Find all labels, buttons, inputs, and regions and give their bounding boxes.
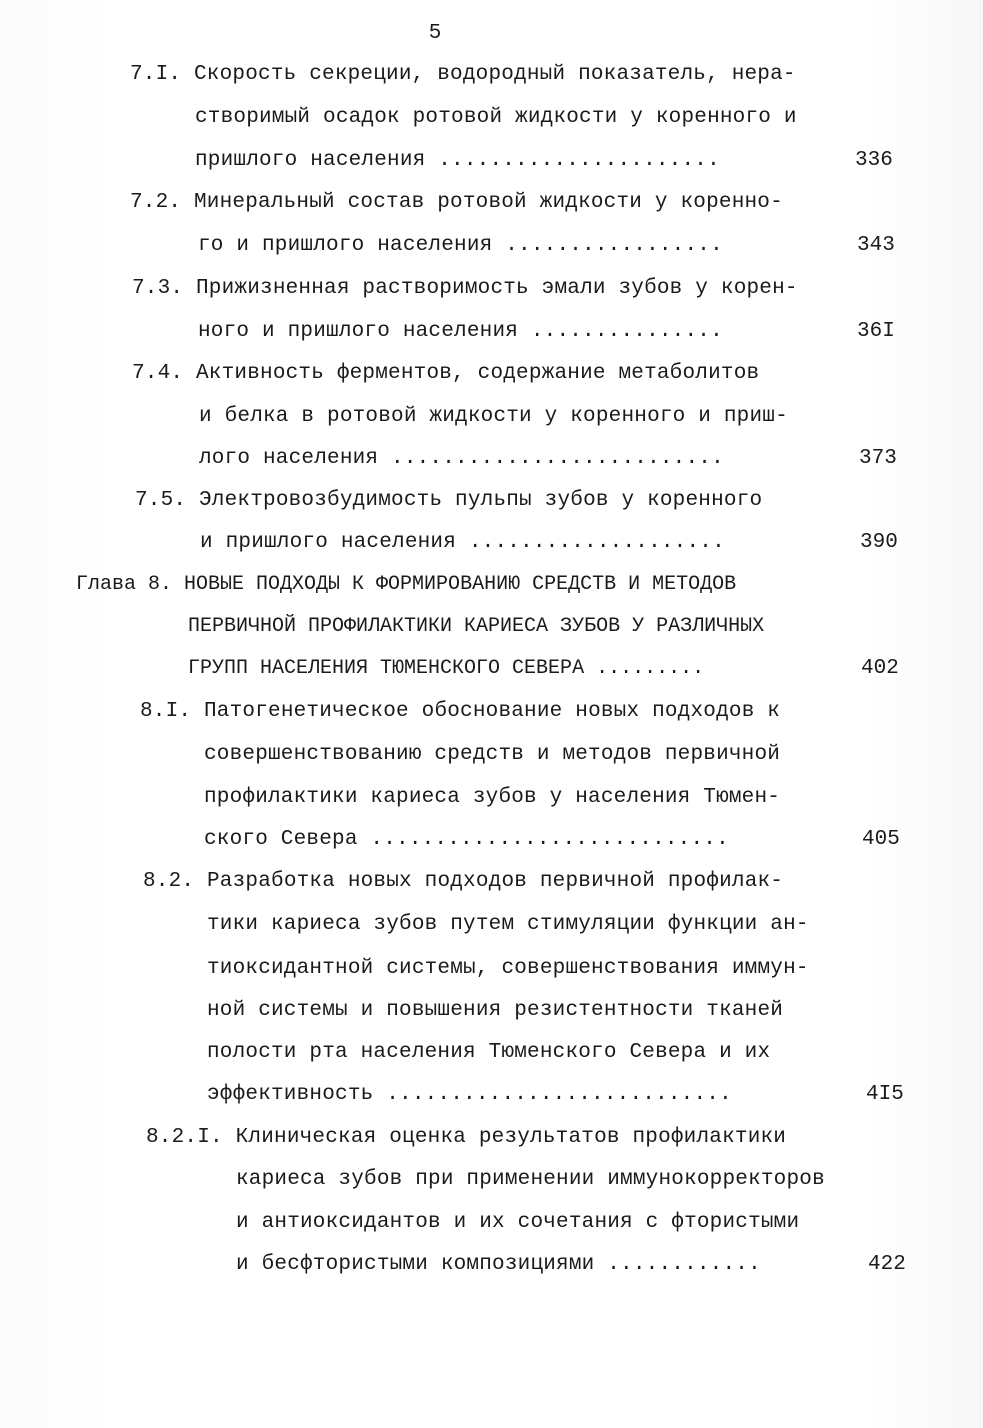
toc-line: и пришлого населения ....................: [200, 531, 725, 554]
toc-line: 7.I. Скорость секреции, водородный показатель, нера-: [130, 63, 796, 86]
toc-line: эффективность ...........................: [207, 1083, 732, 1106]
toc-page-number: 36I: [857, 320, 895, 343]
toc-line: и белка в ротовой жидкости у коренного и приш-: [199, 405, 788, 428]
toc-page-number: 422: [868, 1253, 906, 1276]
toc-line: 7.3. Прижизненная растворимость эмали зубов у корен-: [132, 277, 798, 300]
toc-line: 8.2.I. Клиническая оценка результатов профилактики: [146, 1126, 787, 1149]
toc-line: и бесфтористыми композициями ............: [236, 1253, 761, 1276]
toc-line: 8.I. Патогенетическое обоснование новых подходов к: [140, 700, 781, 723]
toc-line: 7.2. Минеральный состав ротовой жидкости у коренно-: [130, 191, 783, 214]
chapter-heading: Глава 8. НОВЫЕ ПОДХОДЫ К ФОРМИРОВАНИЮ СРЕДСТВ И МЕТОДОВ: [76, 573, 737, 596]
toc-line: ной системы и повышения резистентности тканей: [207, 999, 784, 1022]
toc-line: профилактики кариеса зубов у населения Тюмен-: [204, 786, 781, 809]
toc-line: лого населения ..........................: [199, 447, 724, 470]
toc-page-number: 336: [855, 149, 893, 172]
toc-line: тики кариеса зубов путем стимуляции функции ан-: [207, 913, 809, 936]
toc-line: ного и пришлого населения ...............: [198, 320, 723, 343]
chapter-heading: ГРУПП НАСЕЛЕНИЯ ТЮМЕНСКОГО СЕВЕРА .........: [188, 657, 705, 680]
toc-line: 7.5. Электровозбудимость пульпы зубов у коренного: [135, 489, 763, 512]
toc-line: ского Севера ............................: [204, 828, 729, 851]
toc-page-number: 405: [862, 828, 900, 851]
toc-page-number: 390: [860, 531, 898, 554]
toc-line: го и пришлого населения .................: [198, 234, 723, 257]
toc-page-number: 402: [861, 657, 899, 680]
page-number: 5: [428, 22, 442, 45]
toc-line: пришлого населения ......................: [195, 149, 720, 172]
toc-line: 8.2. Разработка новых подходов первичной профилак-: [143, 870, 784, 893]
chapter-heading: ПЕРВИЧНОЙ ПРОФИЛАКТИКИ КАРИЕСА ЗУБОВ У РАЗЛИЧНЫХ: [188, 615, 765, 638]
toc-page-number: 343: [857, 234, 895, 257]
toc-line: тиоксидантной системы, совершенствования иммун-: [207, 957, 809, 980]
toc-line: створимый осадок ротовой жидкости у коренного и: [195, 106, 797, 129]
toc-line: совершенствованию средств и методов первичной: [204, 743, 781, 766]
toc-page-number: 373: [859, 447, 897, 470]
toc-line: кариеса зубов при применении иммунокорректоров: [236, 1168, 825, 1191]
toc-line: полости рта населения Тюменского Севера и их: [207, 1041, 771, 1064]
toc-line: и антиоксидантов и их сочетания с фтористыми: [236, 1211, 800, 1234]
toc-line: 7.4. Активность ферментов, содержание метаболитов: [132, 362, 760, 385]
toc-page-number: 4I5: [866, 1083, 904, 1106]
